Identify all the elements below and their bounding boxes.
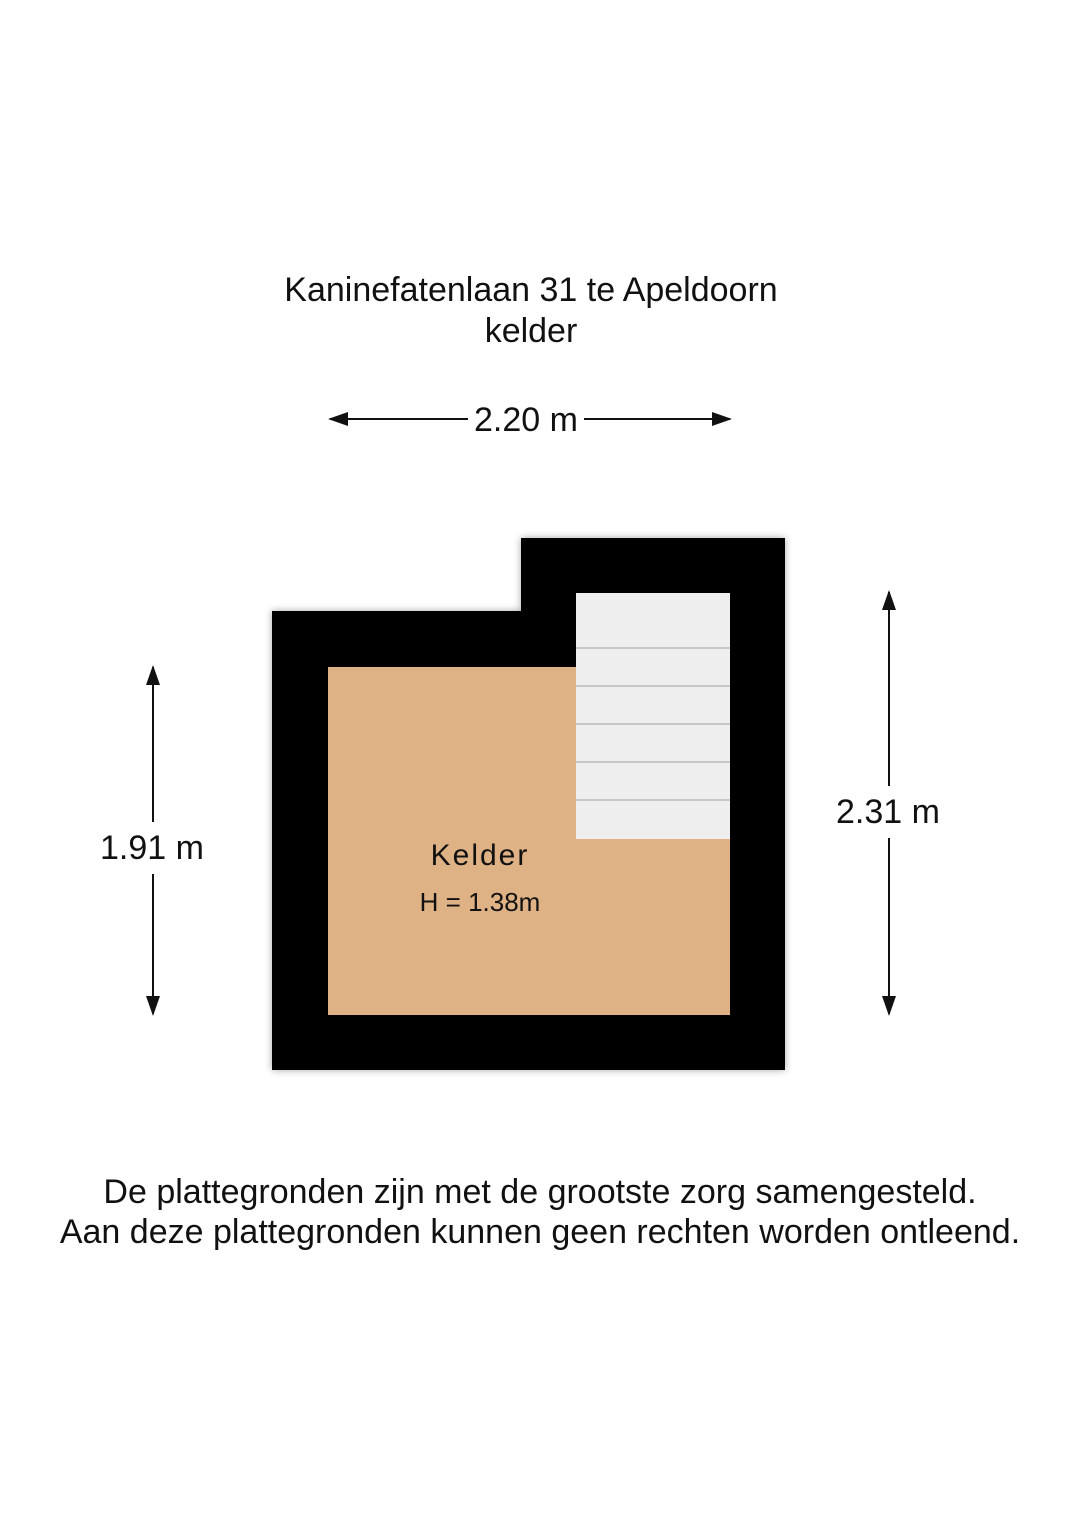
room-name-label: Kelder (430, 839, 530, 872)
staircase (576, 593, 730, 839)
plan-address-title: Kaninefatenlaan 31 te Apeldoorn (284, 271, 778, 309)
width-dimension-label: 2.20 m (468, 400, 584, 440)
disclaimer-line-2: Aan deze plattegronden kunnen geen rechten worden ontleend. (59, 1213, 1021, 1251)
right-height-dimension-label: 2.31 m (832, 786, 944, 838)
disclaimer-line-1: De plattegronden zijn met de grootste zorg samengesteld. (103, 1173, 977, 1211)
plan-floor-subtitle: kelder (484, 312, 578, 350)
left-height-dimension-label: 1.91 m (96, 822, 208, 874)
room-height-label: H = 1.38m (419, 887, 541, 917)
